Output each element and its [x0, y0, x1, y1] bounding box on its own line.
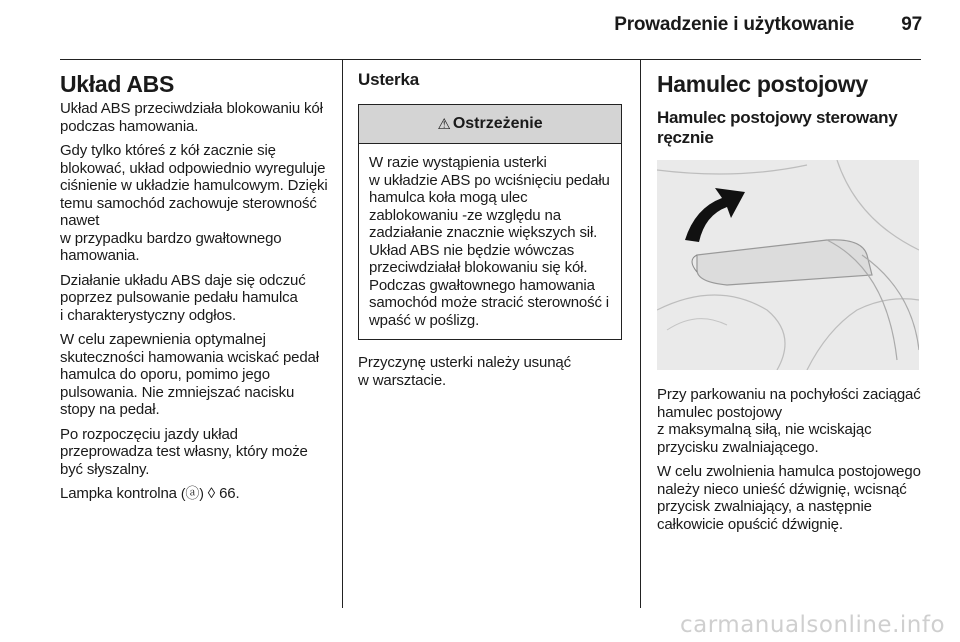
paragraph: Przy parkowaniu na pochyłości zaciągać hamulec postojowy z maksymalną siłą, nie wciskając przycisku zwalniającego. — [657, 386, 921, 456]
column-abs — [60, 70, 330, 510]
page-number: 97 — [901, 14, 922, 35]
page-reference-arrow-icon[interactable]: ◊ — [207, 485, 216, 502]
lamp-text: Lampka kontrolna — [60, 485, 177, 502]
section-heading-parking-brake: Hamulec postojowy — [657, 71, 868, 97]
watermark: carmanualsonline.info — [680, 612, 946, 638]
section-heading-abs: Układ ABS — [60, 71, 175, 97]
column-divider-1 — [342, 60, 343, 608]
warning-title: Ostrzeżenie — [452, 115, 543, 132]
column-fault — [358, 70, 626, 396]
page-header — [0, 14, 922, 36]
subheading-manual-brake: Hamulec postojowy sterowany ręcznie — [657, 108, 898, 147]
abs-lamp-icon: (ⓐ) — [180, 485, 204, 501]
parking-brake-illustration — [657, 160, 919, 370]
paragraph: W celu zwolnienia hamulca postojowego należy nieco unieść dźwignię, wcisnąć przycisk zwalniający, a następnie całkowicie opuścić dźwignię. — [657, 463, 921, 533]
warning-header — [359, 105, 621, 144]
paragraph: W celu zapewnienia optymalnej skuteczności hamowania wciskać pedał hamulca do oporu, pomimo jego pulsowania. Nie zmniejszać nacisku stopy na pedał. — [60, 331, 319, 418]
paragraph: Układ ABS przeciwdziała blokowaniu kół podczas hamowania. — [60, 100, 323, 135]
lamp-reference — [60, 485, 330, 503]
column-divider-2 — [640, 60, 641, 608]
column-parking-brake — [657, 70, 925, 540]
section-heading-fault: Usterka — [358, 70, 419, 89]
parking-brake-drawing — [657, 160, 919, 370]
paragraph: Po rozpoczęciu jazdy układ przeprowadza test własny, który może być słyszalny. — [60, 425, 308, 478]
header-title: Prowadzenie i użytkowanie — [614, 14, 855, 35]
paragraph: Działanie układu ABS daje się odczuć poprzez pulsowanie pedału hamulca i charakterystyczny odgłos. — [60, 271, 306, 324]
warning-box — [358, 104, 622, 340]
paragraph: Przyczynę usterki należy usunąć w warsztacie. — [358, 354, 571, 389]
warning-triangle-icon: ⚠ — [437, 116, 451, 133]
warning-body — [359, 144, 621, 339]
lamp-page-ref[interactable]: 66. — [219, 485, 240, 502]
header-rule — [60, 59, 921, 60]
warning-text: W razie wystąpienia usterki w układzie ABS po wciśnięciu pedału hamulca koła mogą ulec zablokowaniu -ze względu na zadziałanie znacznie większych sił. Układ ABS nie będzie wówczas przeciwdziałał blokowaniu się kół. Podczas gwałtownego hamowania samochód może stracić sterowność i wpaść w poślizg. — [369, 154, 610, 329]
paragraph: Gdy tylko któreś z kół zacznie się blokować, układ odpowiednio wyreguluje ciśnienie w układzie hamulcowym. Dzięki temu samochód zachowuje sterowność nawet w przypadku bardzo gwałtownego hamowania. — [60, 142, 328, 264]
